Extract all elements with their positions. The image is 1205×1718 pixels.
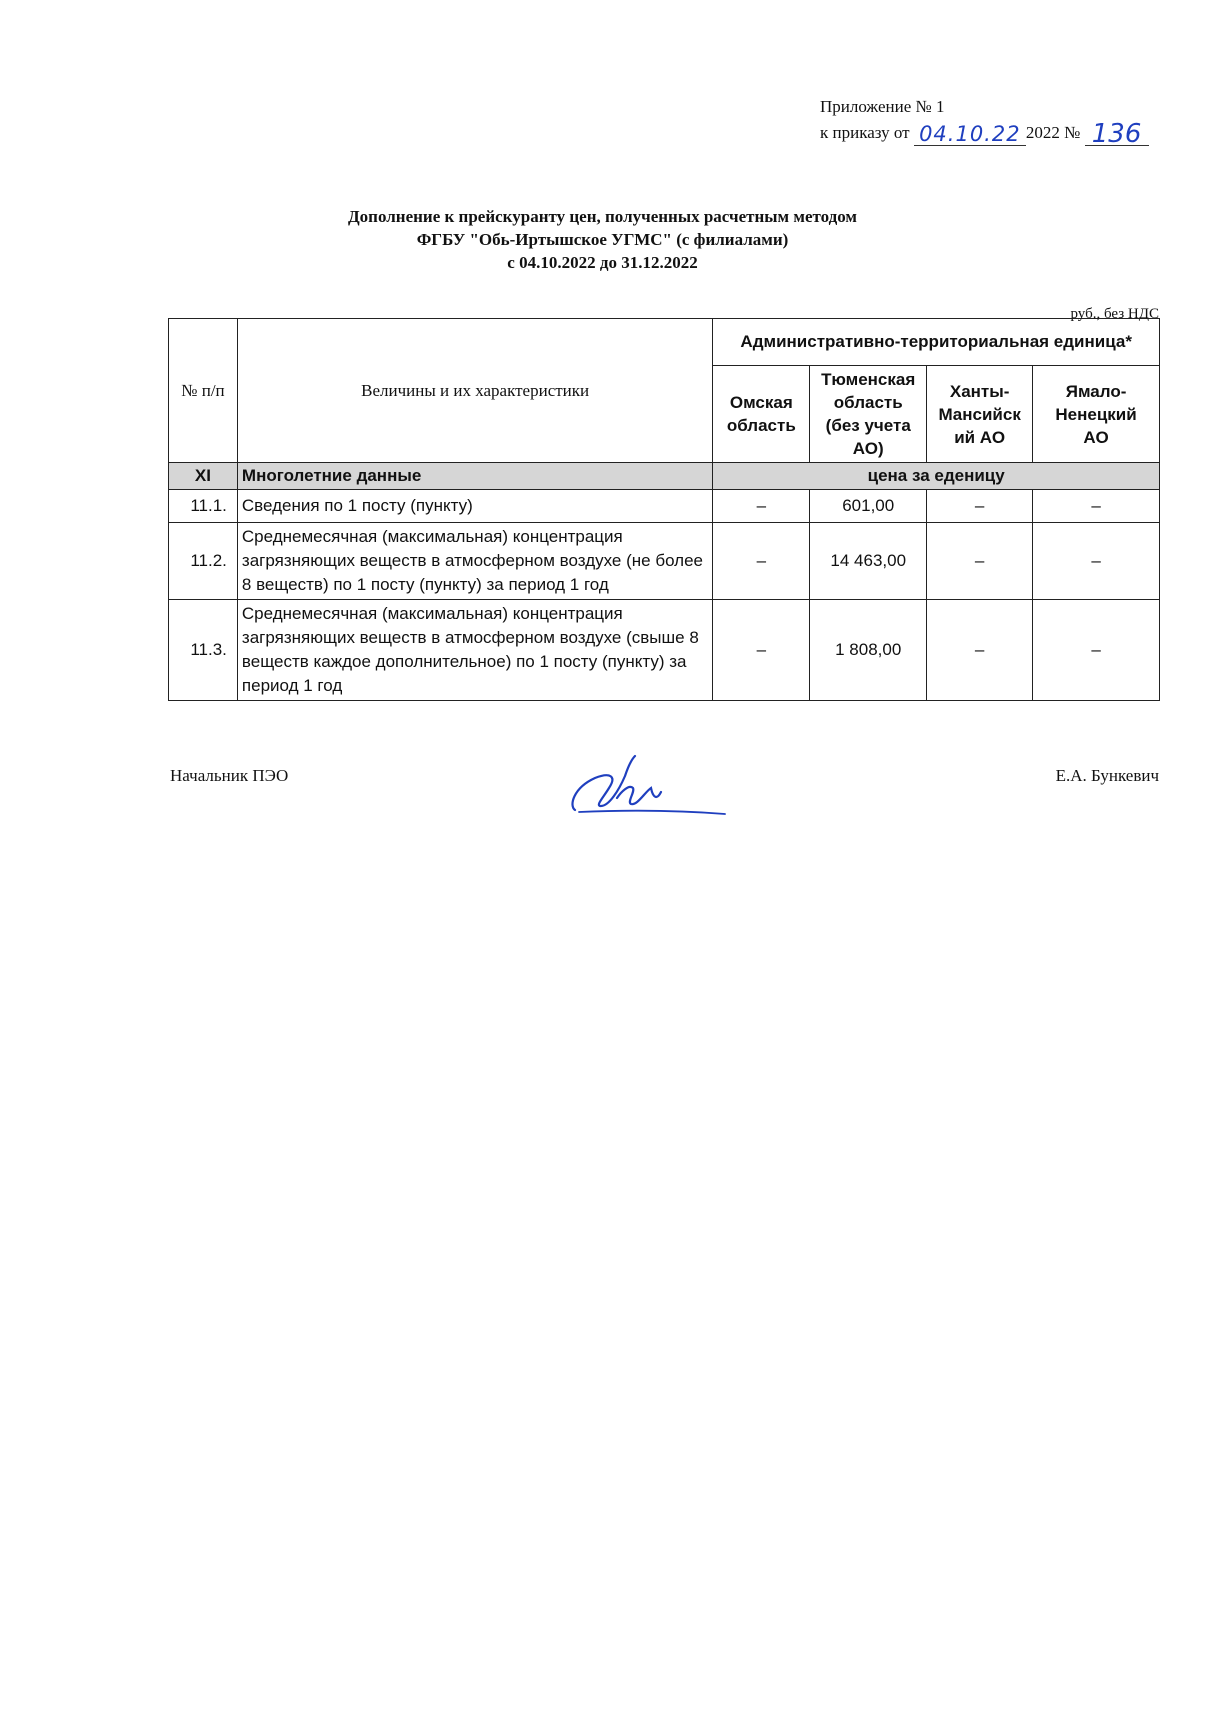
row-number: 11.3. [169,600,238,701]
price-omsk: – [713,523,810,600]
region-omsk-header: Омская область [713,366,810,463]
section-price-label: цена за еденицу [713,463,1160,490]
col-description-header: Величины и их характеристики [237,319,712,463]
price-khanty: – [927,600,1033,701]
section-number: XI [169,463,238,490]
signer-position: Начальник ПЭО [170,766,289,785]
appendix-reference [820,94,1149,149]
header-row-1 [169,319,1160,366]
title-line-2: ФГБУ "Обь-Иртышское УГМС" (с филиалами) [416,230,789,249]
price-khanty: – [927,490,1033,523]
order-reference [820,119,1149,149]
section-row [169,463,1160,490]
price-yamal: – [1033,523,1160,600]
section-name: Многолетние данные [237,463,712,490]
row-description: Сведения по 1 посту (пункту) [237,490,712,523]
appendix-number: Приложение № 1 [820,97,945,116]
row-description: Среднемесячная (максимальная) концентрация загрязняющих веществ в атмосферном воздухе (не более 8 веществ) по 1 посту (пункту) за период 1 год [237,523,712,600]
currency-note: руб., без НДС [1070,306,1159,322]
handwritten-date: 04.10.22 [914,123,1026,146]
price-yamal: – [1033,490,1160,523]
price-tyumen: 1 808,00 [810,600,927,701]
signature [565,748,735,833]
table-row [169,523,1160,600]
row-number: 11.1. [169,490,238,523]
price-khanty: – [927,523,1033,600]
row-number: 11.2. [169,523,238,600]
table-row [169,490,1160,523]
order-prefix: к приказу от [820,123,910,142]
document-title [0,205,1205,274]
order-year: 2022 № [1025,123,1081,142]
price-yamal: – [1033,600,1160,701]
admin-unit-header: Административно-территориальная единица* [713,319,1160,366]
region-yamal-header: Ямало- Ненецкий АО [1033,366,1160,463]
region-tyumen-header: Тюменская область (без учета АО) [810,366,927,463]
row-description: Среднемесячная (максимальная) концентрация загрязняющих веществ в атмосферном воздухе (свыше 8 веществ каждое дополнительное) по 1 посту (пункту) за период 1 год [237,600,712,701]
price-table [168,318,1160,701]
signer-name: Е.А. Бункевич [1055,766,1159,785]
handwritten-order-number: 136 [1085,123,1149,146]
title-line-3: с 04.10.2022 до 31.12.2022 [507,253,698,272]
price-tyumen: 601,00 [810,490,927,523]
region-khanty-header: Ханты- Мансийск ий АО [927,366,1033,463]
price-omsk: – [713,490,810,523]
price-omsk: – [713,600,810,701]
col-number-header: № п/п [169,319,238,463]
price-tyumen: 14 463,00 [810,523,927,600]
table-row [169,600,1160,701]
title-line-1: Дополнение к прейскуранту цен, полученных расчетным методом [347,207,858,226]
signature-icon [565,748,735,828]
